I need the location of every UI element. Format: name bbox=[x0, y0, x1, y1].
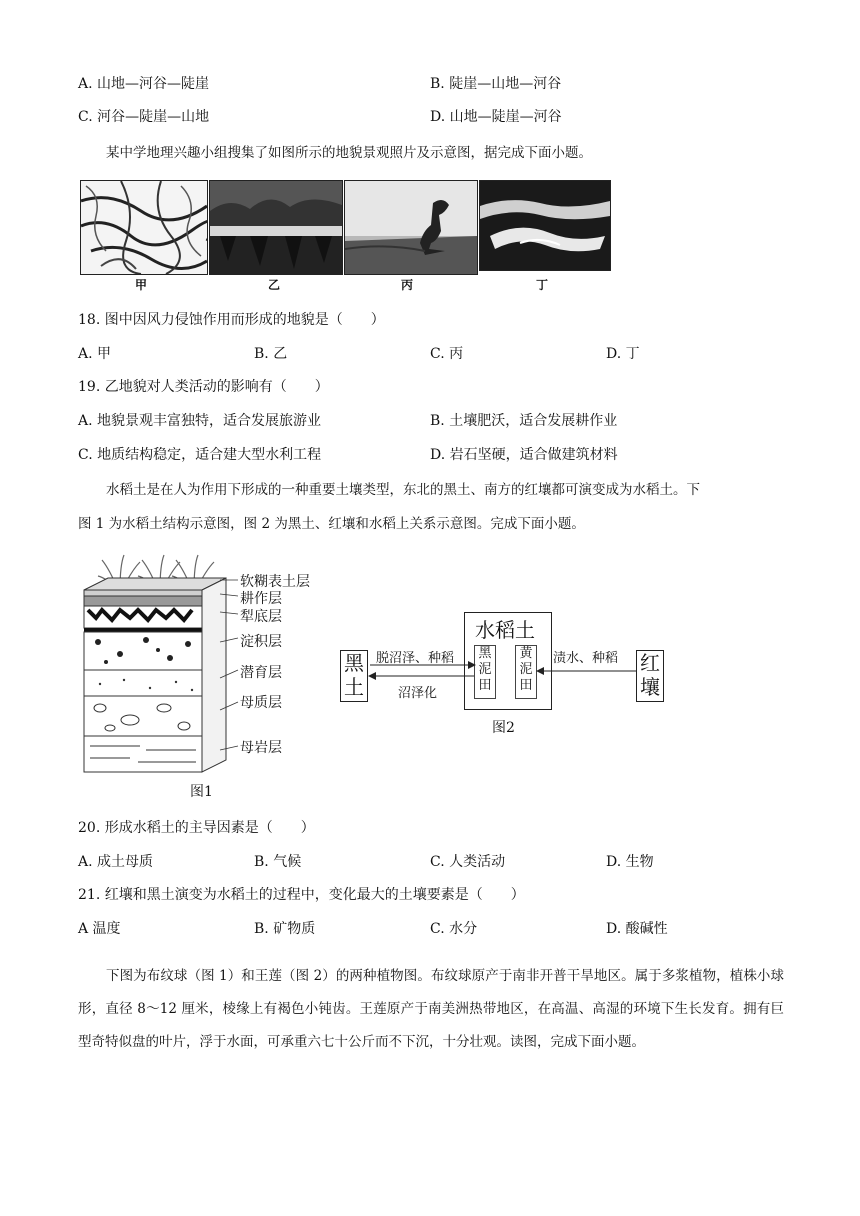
photo-caption-ding: 丁 bbox=[536, 278, 549, 292]
box-yellow-mud-field: 黄泥田 bbox=[515, 645, 537, 699]
q21-option-b: B. 矿物质 bbox=[254, 921, 316, 937]
q21-option-a: A 温度 bbox=[78, 921, 121, 937]
q20-option-c: C. 人类活动 bbox=[430, 854, 506, 870]
q20-stem: 20. 形成水稻土的主导因素是（ ） bbox=[78, 820, 315, 836]
intro-paddy-line1: 水稻土是在人为作用下形成的一种重要土壤类型，东北的黑土、南方的红壤都可演变成为水稻土。下 bbox=[106, 482, 700, 498]
q18-stem: 18. 图中因风力侵蚀作用而形成的地貌是（ ） bbox=[78, 312, 385, 328]
q19-stem: 19. 乙地貌对人类活动的影响有（ ） bbox=[78, 379, 329, 395]
q19-option-d: D. 岩石坚硬，适合做建筑材料 bbox=[430, 447, 618, 463]
figure-1-caption: 图1 bbox=[190, 784, 213, 800]
q19-option-c: C. 地质结构稳定，适合建大型水利工程 bbox=[78, 447, 322, 463]
photo-yi bbox=[209, 180, 343, 275]
photo-jia bbox=[80, 180, 208, 275]
intro-paddy-line2: 图 1 为水稻土结构示意图，图 2 为黑土、红壤和水稻上关系示意图。完成下面小题。 bbox=[78, 516, 585, 532]
q17-option-b: B. 陡崖—山地—河谷 bbox=[430, 76, 562, 92]
photo-ding bbox=[479, 180, 611, 271]
q19-option-a: A. 地貌景观丰富独特，适合发展旅游业 bbox=[78, 413, 322, 429]
photo-caption-yi: 乙 bbox=[268, 278, 281, 292]
photo-caption-jia: 甲 bbox=[135, 278, 148, 292]
q21-option-d: D. 酸碱性 bbox=[606, 921, 668, 937]
q19-option-b: B. 土壤肥沃，适合发展耕作业 bbox=[430, 413, 618, 429]
q17-option-d: D. 山地—陡崖—河谷 bbox=[430, 109, 562, 125]
intro-landform: 某中学地理兴趣小组搜集了如图所示的地貌景观照片及示意图，据完成下面小题。 bbox=[106, 145, 592, 161]
figure-2-caption: 图2 bbox=[492, 720, 515, 736]
arrow-label-swamp: 沼泽化 bbox=[398, 686, 438, 701]
photo-caption-bing: 丙 bbox=[401, 278, 414, 292]
q21-stem: 21. 红壤和黑土演变为水稻土的过程中，变化最大的土壤要素是（ ） bbox=[78, 887, 525, 903]
photo-bing bbox=[344, 180, 478, 275]
q17-option-c: C. 河谷—陡崖—山地 bbox=[78, 109, 210, 125]
layer-label-illuvial: 淀积层 bbox=[240, 634, 282, 650]
q20-option-b: B. 气候 bbox=[254, 854, 302, 870]
box-black-mud-field: 黑泥田 bbox=[474, 645, 496, 699]
layer-label-gley: 潜育层 bbox=[240, 665, 282, 681]
box-black-soil: 黑土 bbox=[340, 650, 368, 702]
box-red-soil: 红壤 bbox=[636, 650, 664, 702]
layer-label-bedrock: 母岩层 bbox=[240, 740, 282, 756]
layer-label-surface: 软糊表土层 bbox=[240, 574, 310, 590]
q18-option-d: D. 丁 bbox=[606, 346, 640, 362]
paddy-soil-title: 水稻土 bbox=[475, 618, 535, 642]
q20-option-d: D. 生物 bbox=[606, 854, 654, 870]
layer-label-tillage: 耕作层 bbox=[240, 591, 282, 607]
q21-option-c: C. 水分 bbox=[430, 921, 478, 937]
q17-option-a: A. 山地—河谷—陡崖 bbox=[78, 76, 210, 92]
q18-option-a: A. 甲 bbox=[78, 346, 112, 362]
arrow-label-drain-plant: 脱沼泽、种稻 bbox=[376, 651, 455, 666]
q20-option-a: A. 成土母质 bbox=[78, 854, 154, 870]
intro-plants: 下图为布纹球（图 1）和王莲（图 2）的两种植物图。布纹球原产于南非开普干旱地区。属于多浆植物，植株小球形，直径 8～12 厘米，棱缘上有褐色小钝齿。王莲原产于南美洲热带地区，在高温、高湿的环境下生长发育。拥有巨型奇特似盘的叶片，浮于水面，可承重六七十公斤而不下沉，十分壮观。读图，完成下面小题。 bbox=[78, 968, 784, 1050]
arrow-label-flood-plant: 渍水、种稻 bbox=[553, 651, 619, 666]
q18-option-b: B. 乙 bbox=[254, 346, 288, 362]
q18-option-c: C. 丙 bbox=[430, 346, 464, 362]
layer-label-parent: 母质层 bbox=[240, 695, 282, 711]
layer-label-plowpan: 犁底层 bbox=[240, 609, 282, 625]
